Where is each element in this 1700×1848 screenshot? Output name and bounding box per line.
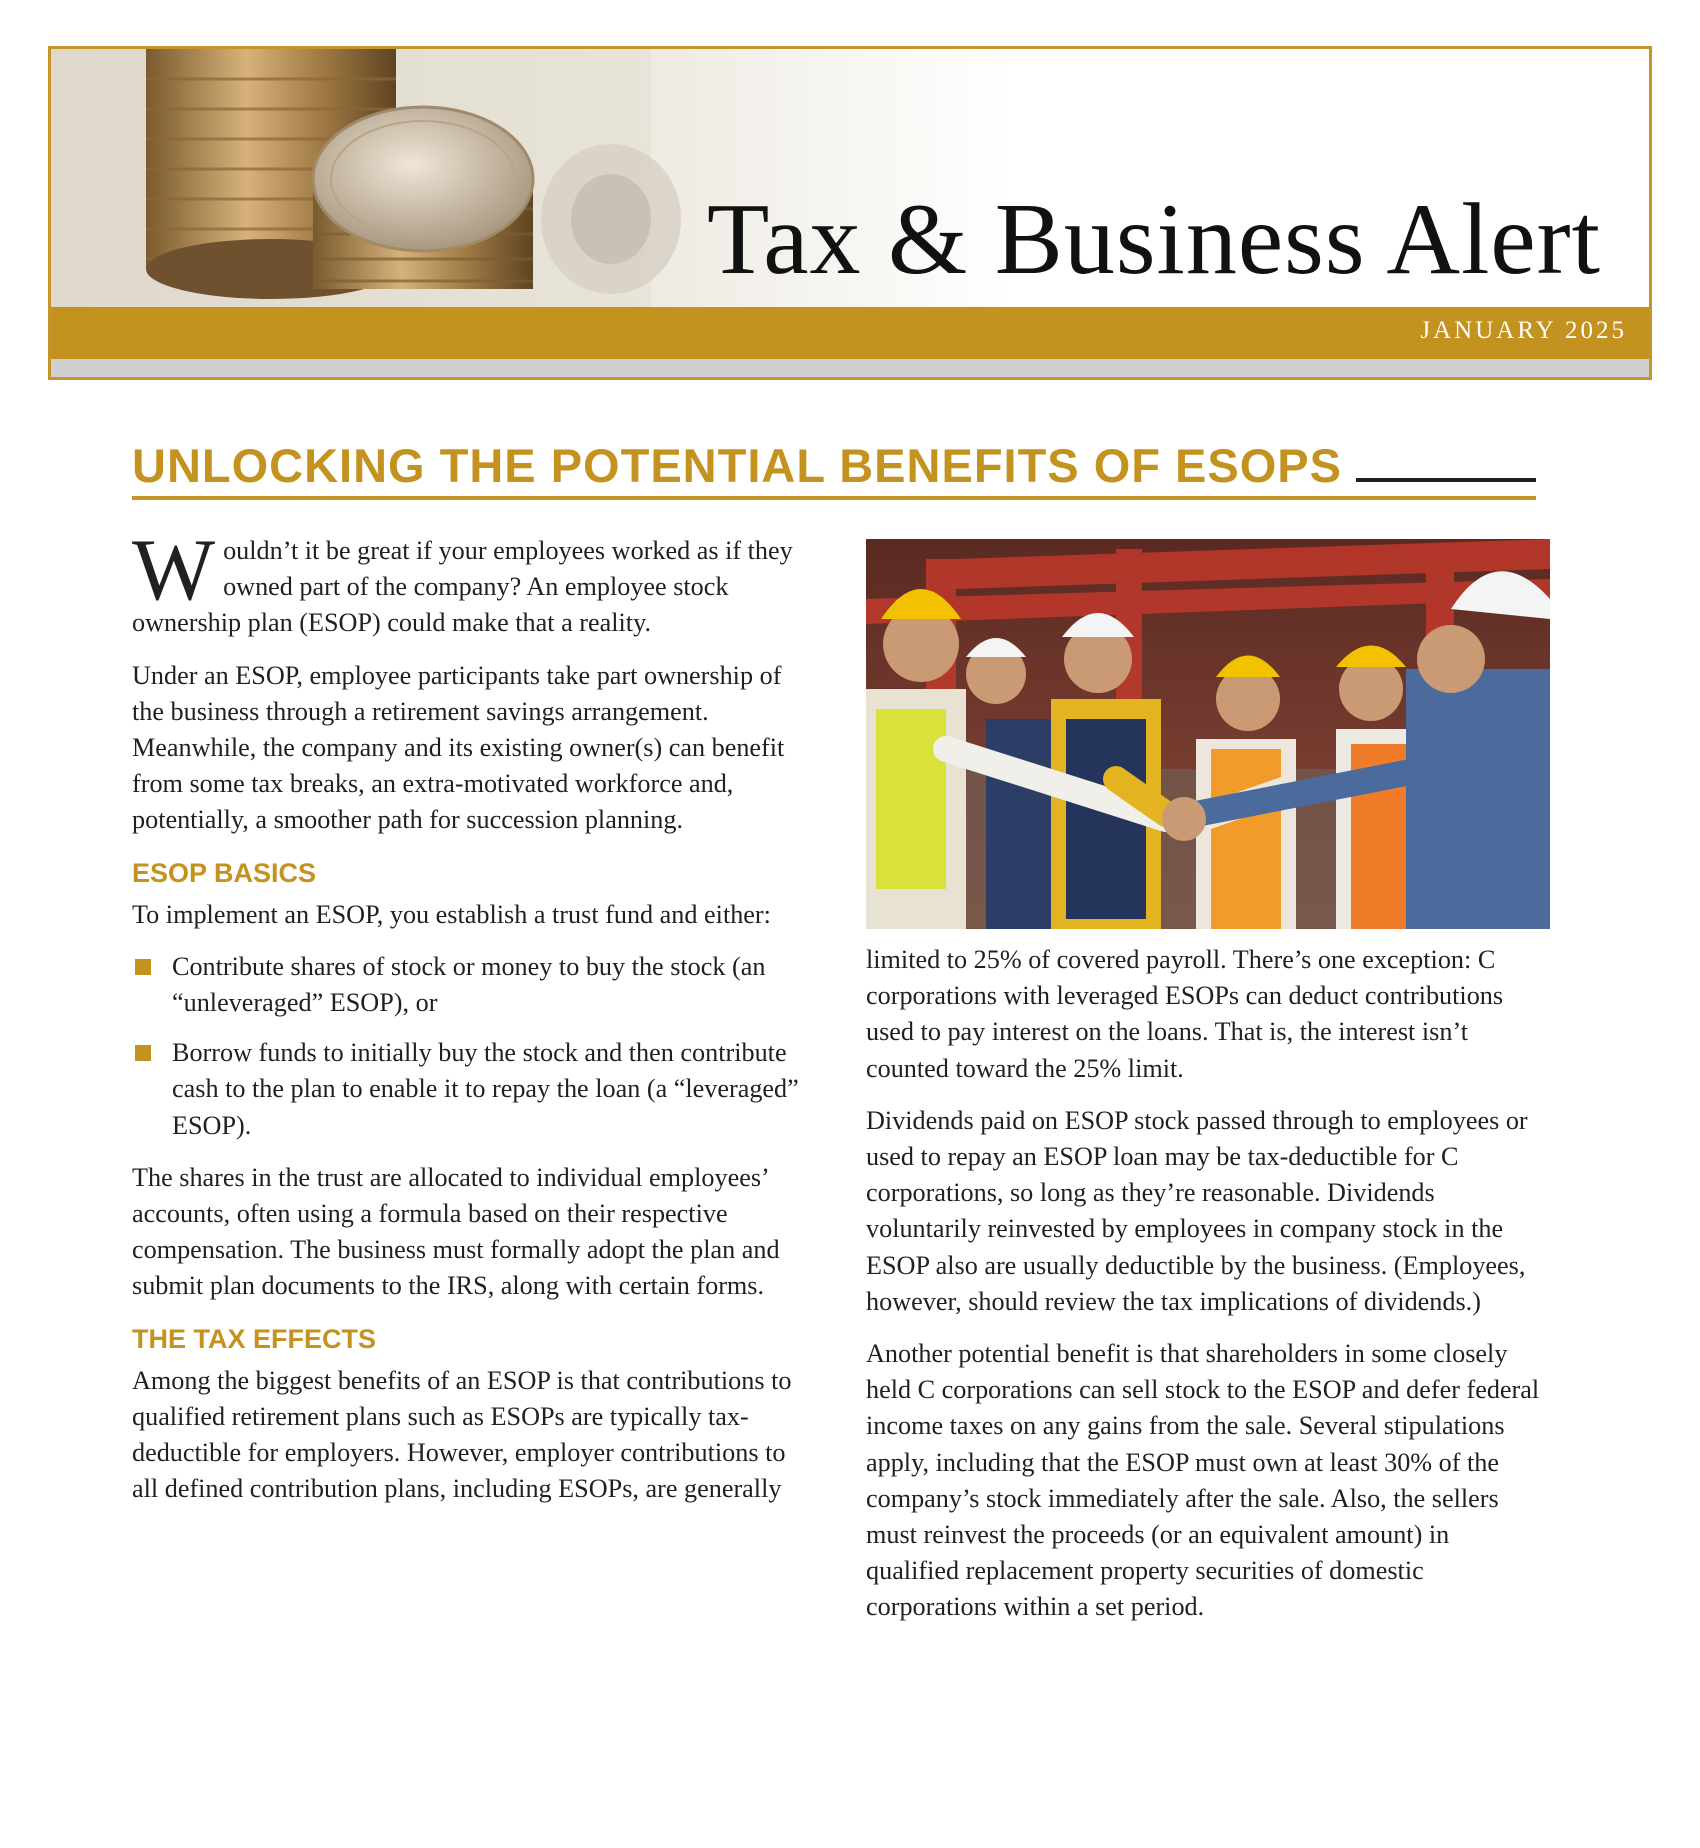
bullet-text: Borrow funds to initially buy the stock and then contribute cash to the plan to enable it to repay the loan (a “leveraged” ESOP). [172, 1038, 799, 1140]
headline-text: UNLOCKING THE POTENTIAL BENEFITS OF ESOPS [132, 439, 1350, 492]
list-item [132, 949, 802, 1021]
right-column [866, 942, 1546, 1642]
headline-underline [1356, 478, 1536, 482]
square-bullet-icon [135, 959, 151, 975]
list-item [132, 1035, 802, 1144]
square-bullet-icon [135, 1045, 151, 1061]
workers-fist-bump-photo [866, 539, 1550, 929]
overview-paragraph: Under an ESOP, employee participants take part ownership of the business through a retirement savings arrangement. Meanwhile, the company and its existing owner(s) can benefit from some tax breaks, an extra-motivated workforce and, potentially, a smoother path for succession planning. [132, 660, 785, 835]
publication-title: Tax & Business Alert [707, 183, 1601, 296]
tax-effects-paragraph-continued: limited to 25% of covered payroll. There’s one exception: C corporations with leveraged ESOPs can deduct contributions used to pay interest on the loans. That is, the interest isn’t counted toward the 25% limit. [866, 945, 1504, 1083]
basics-bullet-list [132, 949, 802, 1144]
tax-effects-heading: THE TAX EFFECTS [132, 1323, 377, 1354]
deferral-paragraph: Another potential benefit is that shareholders in some closely held C corporations can sell stock to the ESOP and defer federal income taxes on any gains from the sale. Several stipulations apply, including that the ESOP must own at least 30% of the company’s stock immediately after the sale. Also, the sellers must reinvest the proceeds (or an equivalent amount) in qualified replacement property securities of domestic corporations within a set period. [866, 1339, 1540, 1622]
masthead-gold-bar [51, 307, 1649, 359]
tax-effects-paragraph-start: Among the biggest benefits of an ESOP is that contributions to qualified retirement plans such as ESOPs are typically tax-deductible for employers. However, employer contributions to all defined contribution plans, including ESOPs, are generally [132, 1365, 792, 1504]
bullet-text: Contribute shares of stock or money to buy the stock (an “unleveraged” ESOP), or [172, 951, 766, 1018]
allocation-paragraph: The shares in the trust are allocated to individual employees’ accounts, often using a formula based on their respective compensation. The business must formally adopt the plan and submit plan documents to the IRS, along with certain forms. [132, 1162, 780, 1301]
left-column [132, 522, 802, 1523]
intro-text: ouldn’t it be great if your employees worked as if they owned part of the company? An employee stock ownership plan (ESOP) could make that a reality. [132, 536, 793, 638]
dividends-paragraph: Dividends paid on ESOP stock passed through to employees or used to repay an ESOP loan may be tax-deductible for C corporations, so long as they’re reasonable. Dividends voluntarily reinvested by employees in company stock in the ESOP also are usually deductible by the business. (Employees, however, should review the tax implications of dividends.) [866, 1105, 1528, 1316]
basics-lead-paragraph: To implement an ESOP, you establish a trust fund and either: [132, 899, 771, 929]
masthead-grey-bar [51, 359, 1649, 380]
intro-paragraph [132, 522, 802, 642]
masthead [48, 46, 1652, 380]
article-headline [132, 436, 1536, 500]
drop-cap: W [132, 522, 216, 619]
esop-basics-heading: ESOP BASICS [132, 857, 317, 888]
issue-date: JANUARY 2025 [1420, 317, 1627, 344]
